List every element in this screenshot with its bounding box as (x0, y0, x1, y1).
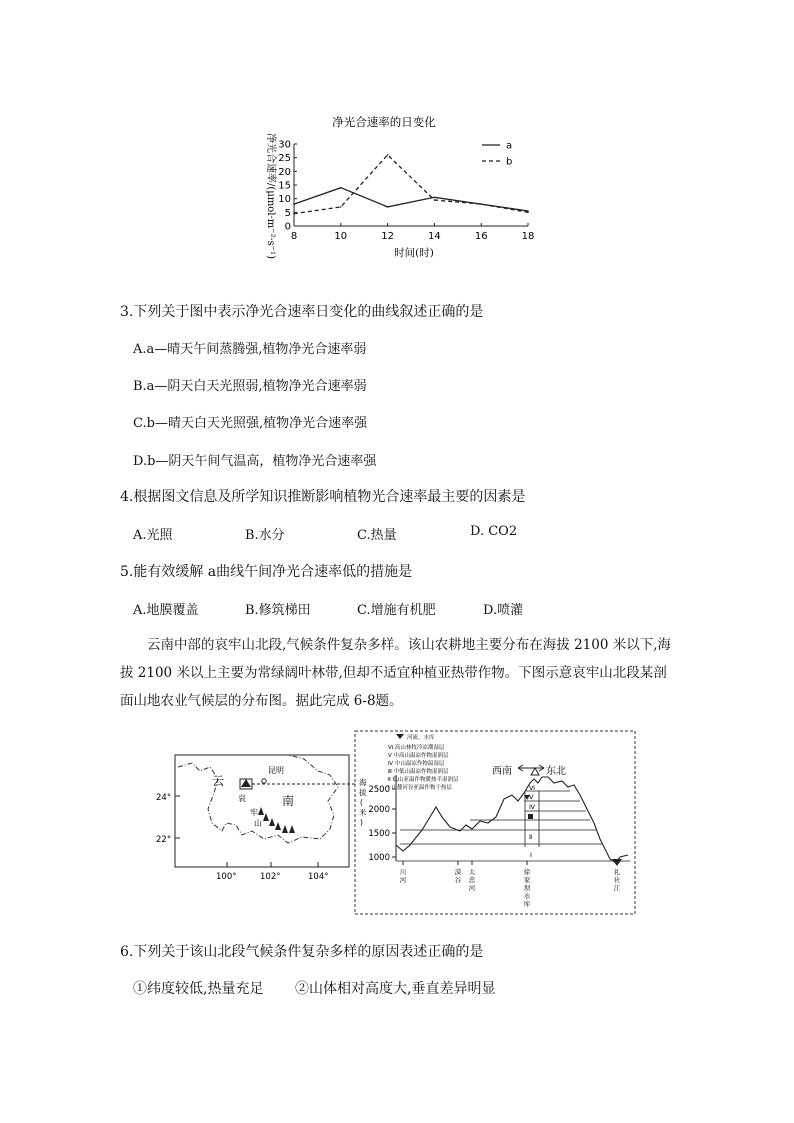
q5-option-c: C.增施有机肥 (357, 603, 436, 618)
y-tick-label-25: 25 (278, 153, 291, 165)
direction-southwest: 西南 (492, 766, 512, 777)
map-province-char-1: 云 (212, 774, 225, 788)
profile-diagram (355, 731, 635, 914)
altitude-1500: 1500 (368, 829, 390, 839)
legend-river: 河流、水库 (407, 735, 435, 741)
chart-ylabel: 净光合速率/(μmol·m⁻²·s⁻¹) (265, 133, 276, 259)
point-b-10 (340, 206, 342, 208)
point-b-18 (527, 212, 529, 214)
place-xujiaba-4: 水 (523, 892, 531, 900)
map-mountain-char-2: 牢 (250, 808, 258, 817)
layer-label-6: Ⅵ (529, 784, 535, 792)
chart-title: 净光合速率的日变化 (332, 115, 436, 129)
y-tick-label-15: 15 (278, 180, 291, 192)
place-chuanhe-1: 川 (399, 868, 407, 876)
y-tick-label-0: 0 (284, 221, 291, 233)
x-tick-label-10: 10 (334, 231, 348, 242)
x-tick-label-18: 18 (521, 231, 535, 242)
kunming-marker (262, 779, 266, 783)
legend-label-a: a (506, 140, 513, 152)
question-3-stem: 3.下列关于图中表示净光合速率日变化的曲线叙述正确的是 (120, 304, 484, 320)
altitude-1000: 1000 (368, 853, 390, 863)
x-tick-label-16: 16 (474, 231, 488, 242)
layer-label-1: Ⅰ (530, 851, 532, 859)
q5-option-d: D.喷灌 (483, 603, 524, 618)
altitude-2500: 2500 (368, 785, 390, 795)
y-tick-label-10: 10 (278, 194, 291, 206)
lat-22: 22° (156, 835, 172, 845)
place-lishejiang-2: 社 (613, 876, 621, 884)
passage-text: 云南中部的哀牢山北段,气候条件复杂多样。该山农耕地主要分布在海拔 2100 米以下,海拔 2100 米以上主要为常绿阔叶林带,但却不适宜种植亚热带作物。下图示意哀牢山北段某剖面山地农业气候层的分布图。据此完成 6-8题。 (120, 637, 672, 709)
map-mountain-char-3: 山 (254, 819, 262, 828)
place-taizhonghe-2: 忠 (468, 876, 476, 884)
legend-layer-4: Ⅳ 中山温凉作物温湿层 (388, 761, 445, 767)
place-xujiaba-1: 徐 (523, 868, 531, 876)
place-taizhonghe-3: 河 (468, 884, 476, 892)
direction-northeast: 东北 (546, 766, 566, 777)
place-xujiaba-3: 坝 (523, 884, 531, 892)
q4-option-d: D. CO2 (470, 524, 518, 539)
q4-option-a: A.光照 (133, 528, 173, 543)
question-5-stem: 5.能有效缓解 a曲线午间净光合速率低的措施是 (120, 564, 413, 580)
point-b-12 (387, 154, 389, 156)
place-lishejiang-3: 江 (613, 884, 621, 892)
layer-3-marker (528, 814, 533, 819)
place-lishejiang-1: 礼 (613, 868, 621, 876)
chart-axes (294, 144, 528, 226)
y-label-char-1: 海 (359, 778, 367, 787)
place-mogu-1: 漠 (454, 868, 462, 876)
question-6-stem: 6.下列关于该山北段气候条件复杂多样的原因表述正确的是 (120, 944, 484, 960)
legend-layer-1: Ⅰ 山麓河谷亚温作物干热层 (388, 785, 452, 791)
layer-label-2: Ⅱ (529, 833, 533, 841)
q3-option-a: A.a—晴天午间蒸腾强,植物净光合速率弱 (133, 342, 367, 357)
point-a-12 (387, 206, 389, 208)
location-map (156, 755, 358, 882)
ailao-figure (156, 727, 640, 917)
y-tick-label-5: 5 (284, 207, 291, 219)
x-tick-label-14: 14 (428, 231, 441, 242)
altitude-2000: 2000 (368, 805, 390, 815)
q3-option-c: C.b—晴天白天光照强,植物净光合速率强 (133, 416, 368, 431)
photosynthesis-chart (250, 104, 550, 280)
chart-y-tick-labels (278, 140, 291, 233)
point-a-10 (340, 187, 342, 189)
q3-option-b: B.a—阴天白天光照弱,植物净光合速率弱 (133, 379, 367, 394)
y-label-char-5: ) (360, 818, 363, 827)
chart-xlabel: 时间(时) (394, 247, 434, 259)
q6-item-1: ①纬度较低,热量充足 (133, 981, 264, 997)
q4-option-c: C.热量 (357, 528, 397, 543)
place-taizhonghe-1: 太 (468, 868, 476, 876)
chart-x-tick-labels (291, 231, 535, 242)
layer-label-4: Ⅳ (529, 803, 535, 811)
legend-layer-6: Ⅵ 高山林牧冷凉潮湿层 (388, 745, 445, 751)
legend-layer-3: Ⅲ 中低山温凉作物湿润层 (388, 769, 449, 775)
series-line-b (294, 155, 528, 214)
y-tick-label-30: 30 (278, 139, 291, 151)
legend-layer-5: Ⅴ 中高山温凉作物湿润层 (388, 753, 449, 759)
point-a-8 (293, 203, 295, 205)
lon-100: 100° (216, 872, 237, 882)
place-chuanhe-2: 河 (399, 876, 407, 884)
y-label-char-4: 米 (359, 808, 367, 817)
map-mountain-char-1: 哀 (238, 794, 246, 803)
q6-item-2: ②山体相对高度大,垂直差异明显 (295, 981, 496, 997)
x-tick-label-12: 12 (381, 231, 394, 242)
point-b-16 (480, 203, 482, 205)
lon-102: 102° (260, 872, 281, 882)
chart-ylabel-group (265, 133, 278, 259)
y-label-char-3: ( (360, 798, 363, 807)
lon-104: 104° (308, 872, 329, 882)
y-label-char-2: 拔 (359, 788, 367, 797)
lat-24: 24° (156, 793, 172, 803)
q5-option-b: B.修筑梯田 (245, 603, 311, 618)
q3-option-d: D.b—阴天午间气温高，植物净光合速率强 (133, 454, 377, 469)
point-a-14 (434, 197, 436, 199)
chart-legend (482, 141, 512, 168)
map-province-char-2: 南 (282, 794, 295, 808)
legend-layer-2: Ⅱ 低山亚温作物暖热半湿润层 (388, 777, 459, 783)
point-b-8 (293, 213, 295, 215)
map-city-label: 昆明 (268, 766, 284, 775)
q4-option-b: B.水分 (245, 528, 285, 543)
question-4-stem: 4.根据图文信息及所学知识推断影响植物光合速率最主要的因素是 (120, 489, 526, 505)
place-xujiaba-2: 家 (523, 876, 531, 884)
layer-label-5: Ⅴ (529, 793, 534, 801)
place-mogu-2: 谷 (454, 876, 462, 884)
legend-label-b: b (506, 156, 513, 168)
q5-option-a: A.地膜覆盖 (133, 603, 199, 618)
x-tick-label-8: 8 (290, 231, 298, 242)
series-line-a (294, 188, 528, 211)
chart-series (293, 154, 529, 214)
place-xujiaba-5: 库 (523, 900, 531, 908)
y-tick-label-20: 20 (278, 166, 291, 178)
point-b-14 (434, 199, 436, 201)
point-a-18 (527, 210, 529, 212)
